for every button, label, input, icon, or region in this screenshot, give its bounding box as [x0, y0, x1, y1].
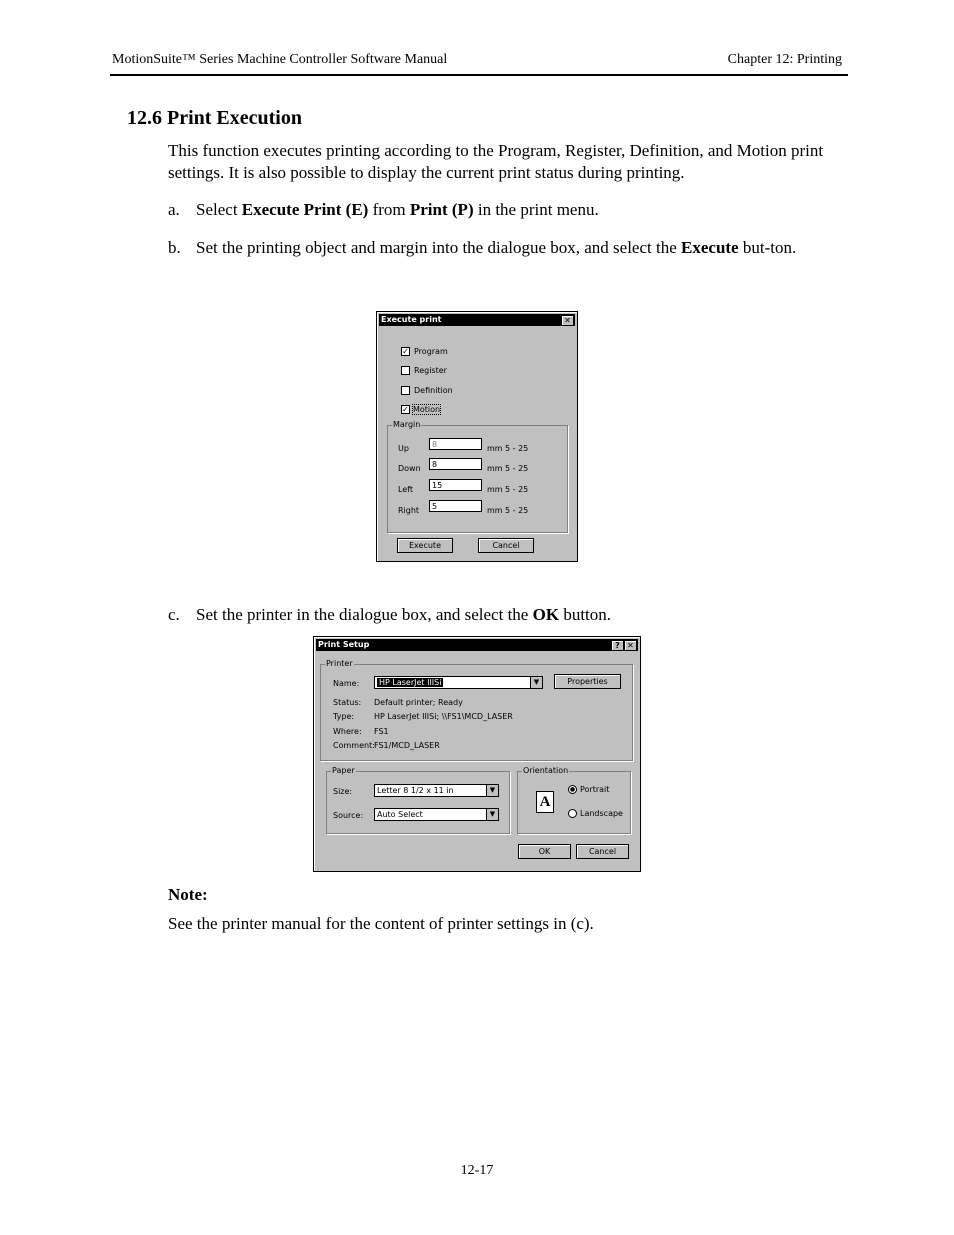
margin-left-range: 5 - 25	[505, 485, 529, 494]
intro-paragraph: This function executes printing according to the Program, Register, Definition, and Motion print settings. It is also possible to display the current print status during printing.	[168, 141, 824, 182]
step-a	[168, 199, 858, 221]
status-value: Default printer; Ready	[374, 698, 463, 707]
execute-print-titlebar	[379, 314, 575, 326]
margin-up-unit: mm	[487, 444, 503, 453]
printer-group-title: Printer	[326, 659, 353, 668]
comment-label: Comment:	[333, 741, 375, 750]
paper-source-value: Auto Select	[377, 810, 423, 819]
margin-down-range: 5 - 25	[505, 464, 529, 473]
motion-checkbox-label: Motion	[413, 405, 441, 414]
landscape-radio-label: Landscape	[580, 809, 623, 818]
chevron-down-icon[interactable]: ▼	[530, 677, 542, 688]
execute-button[interactable]: Execute	[397, 538, 453, 553]
margin-right-field[interactable]: 5	[429, 500, 482, 512]
comment-value: FS1/MCD_LASER	[374, 741, 440, 750]
step-b	[168, 237, 858, 281]
register-checkbox-label: Register	[414, 366, 447, 375]
print-setup-dialog	[313, 636, 641, 872]
close-icon[interactable]: ✕	[624, 640, 637, 651]
margin-up-range: 5 - 25	[505, 444, 529, 453]
landscape-radio[interactable]	[568, 809, 577, 818]
where-value: FS1	[374, 727, 389, 736]
step-a-text: Select Execute Print (E) from Print (P) in the print menu.	[196, 200, 599, 219]
step-c-label: c.	[168, 605, 180, 624]
execute-print-title: Execute print	[381, 315, 442, 324]
chevron-down-icon[interactable]: ▼	[486, 785, 498, 796]
print-setup-titlebar	[316, 639, 638, 651]
orientation-group-title: Orientation	[523, 766, 569, 775]
page-number: 12-17	[460, 1163, 494, 1178]
margin-right-range: 5 - 25	[505, 506, 529, 515]
definition-checkbox-label: Definition	[414, 386, 453, 395]
properties-button[interactable]: Properties	[554, 674, 621, 689]
margin-left-unit: mm	[487, 485, 503, 494]
running-header-title: MotionSuite™ Series Machine Controller Software Manual	[112, 52, 448, 67]
type-value: HP LaserJet IIISi; \\FS1\MCD_LASER	[374, 712, 513, 721]
margin-up-label: Up	[398, 444, 409, 453]
cancel-button[interactable]: Cancel	[576, 844, 629, 859]
motion-checkbox[interactable]: ✓	[402, 405, 409, 414]
print-setup-title: Print Setup	[318, 640, 370, 649]
paper-size-dropdown[interactable]	[374, 784, 499, 797]
printer-name-dropdown[interactable]	[374, 676, 543, 689]
close-icon[interactable]: ✕	[561, 315, 574, 326]
definition-checkbox[interactable]	[401, 386, 410, 395]
step-c-text: Set the printer in the dialogue box, and select the OK button.	[196, 605, 612, 624]
margin-left-field[interactable]: 15	[429, 479, 482, 491]
note-text: See the printer manual for the content of printer settings in (c).	[168, 914, 594, 933]
margin-down-label: Down	[398, 464, 421, 473]
portrait-radio[interactable]: ●	[569, 786, 576, 793]
margin-down-field[interactable]: 8	[429, 458, 482, 470]
margin-left-label: Left	[398, 485, 414, 494]
header-rule	[110, 74, 848, 76]
printer-name-value: HP LaserJet IIISi	[379, 678, 442, 687]
where-label: Where:	[333, 727, 362, 736]
section-title: 12.6 Print Execution	[127, 107, 302, 129]
status-label: Status:	[333, 698, 362, 707]
paper-group	[326, 766, 510, 834]
margin-up-field[interactable]: 8	[429, 438, 482, 450]
printer-name-label: Name:	[333, 679, 360, 688]
cancel-button[interactable]: Cancel	[478, 538, 534, 553]
margin-right-label: Right	[398, 506, 420, 515]
step-a-label: a.	[168, 200, 180, 219]
margin-right-unit: mm	[487, 506, 503, 515]
portrait-page-icon: A	[536, 791, 554, 813]
type-label: Type:	[333, 712, 355, 721]
paper-source-label: Source:	[333, 811, 364, 820]
help-icon[interactable]: ?	[611, 640, 624, 651]
paper-size-value: Letter 8 1/2 x 11 in	[377, 786, 454, 795]
step-b-label: b.	[168, 238, 181, 257]
ok-button[interactable]: OK	[518, 844, 571, 859]
paper-group-title: Paper	[332, 766, 355, 775]
paper-size-label: Size:	[333, 787, 353, 796]
step-b-text: Set the printing object and margin into the dialogue box, and select the Execute but-ton.	[196, 238, 797, 257]
portrait-radio-label: Portrait	[580, 785, 610, 794]
program-checkbox-label: Program	[414, 347, 448, 356]
running-header-chapter: Chapter 12: Printing	[727, 52, 842, 67]
program-checkbox[interactable]: ✓	[402, 347, 409, 356]
margin-group-title: Margin	[393, 420, 421, 429]
register-checkbox[interactable]	[401, 366, 410, 375]
chevron-down-icon[interactable]: ▼	[486, 809, 498, 820]
note-title: Note:	[168, 885, 208, 904]
execute-print-dialog	[376, 311, 578, 562]
margin-down-unit: mm	[487, 464, 503, 473]
step-c	[168, 604, 858, 626]
paper-source-dropdown[interactable]	[374, 808, 499, 821]
orientation-group	[517, 766, 631, 834]
